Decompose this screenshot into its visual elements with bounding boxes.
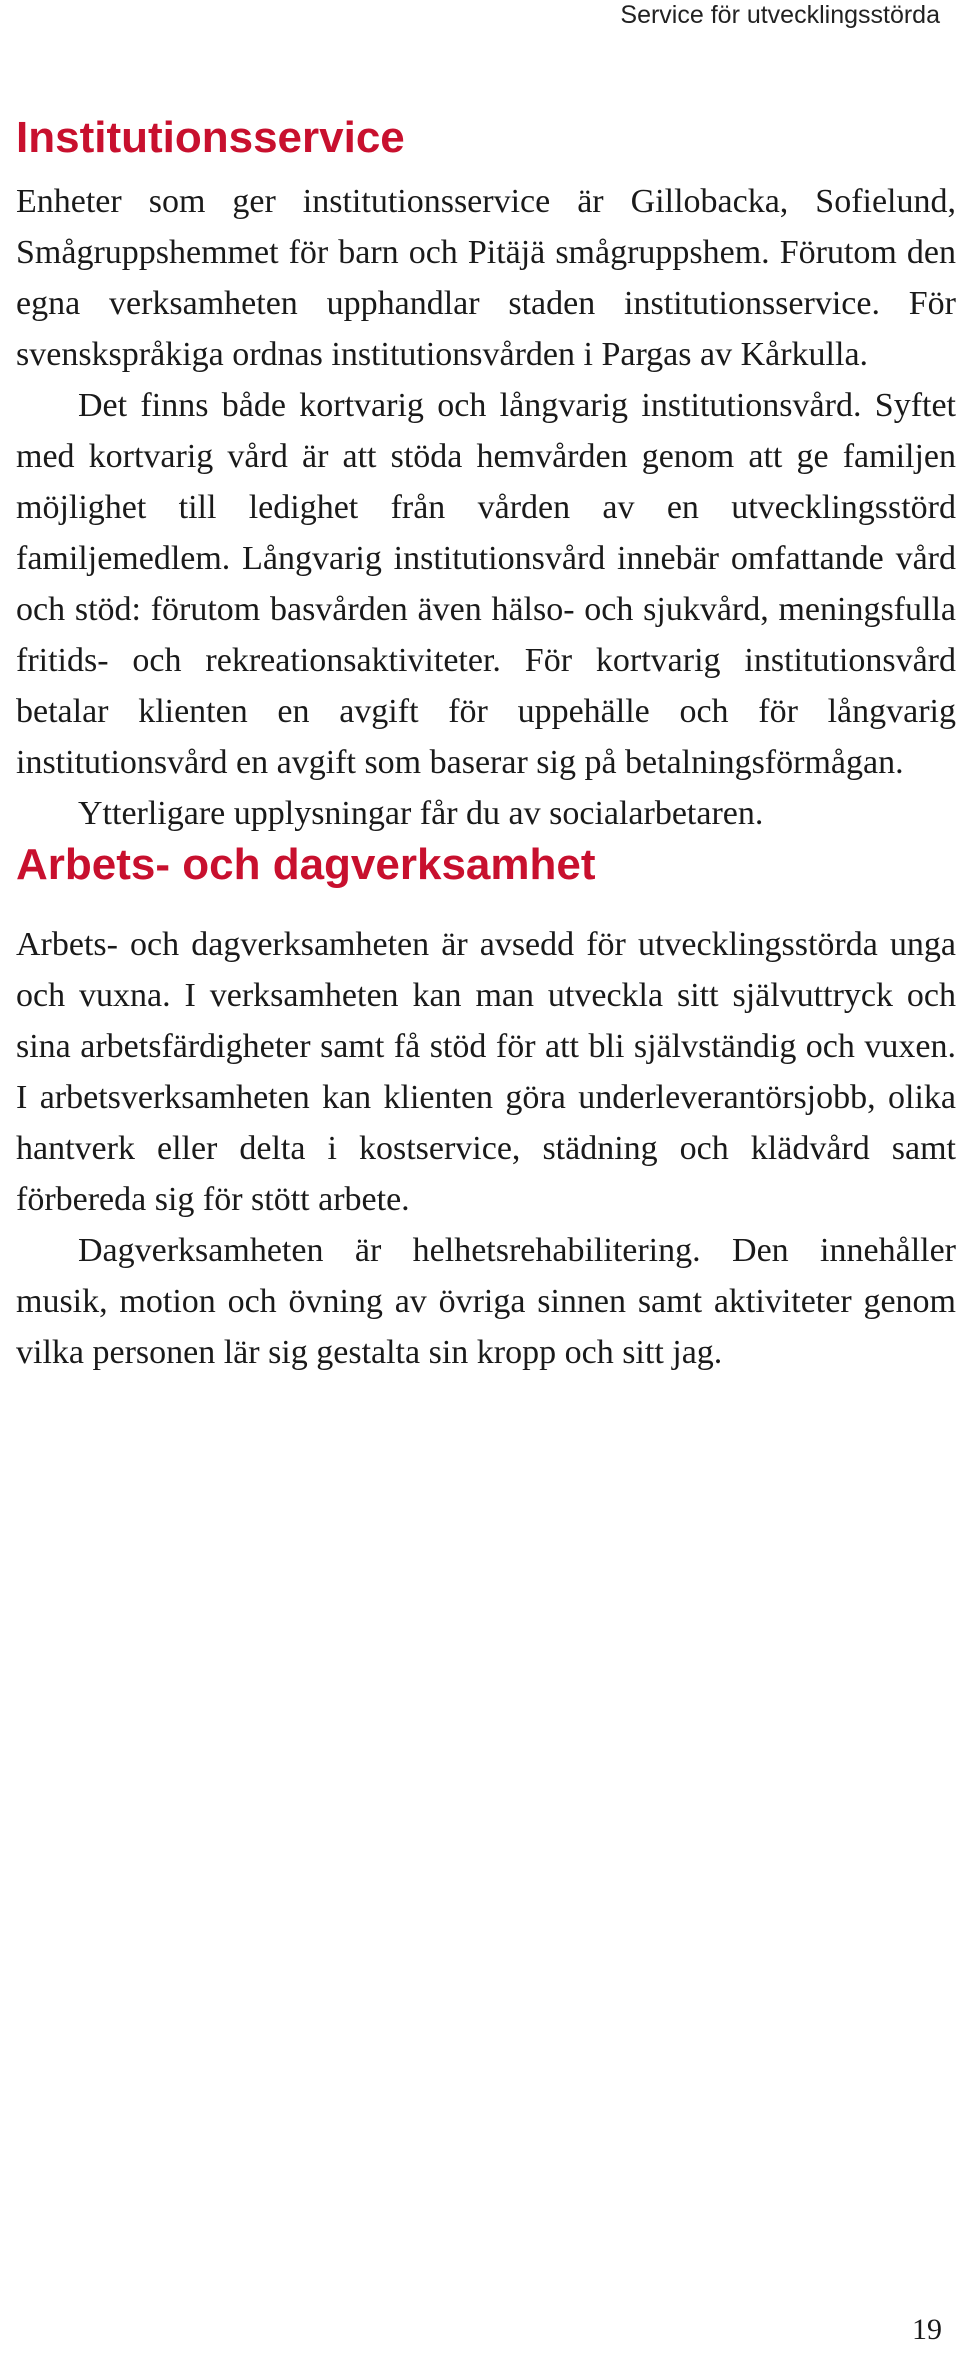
running-header: Service för utvecklingsstörda <box>620 1 940 29</box>
page-number: 19 <box>912 2313 942 2346</box>
section-heading: Institutionsservice <box>16 113 405 162</box>
paragraph: Enheter som ger institutionsservice är Gillobacka, Sofielund, Smågruppshemmet för barn och Pitäjä smågruppshem. Förutom den egna verksamheten upphandlar staden institutionsservice. För svenskspråkiga ordnas institutionsvården i Pargas av Kårkulla. <box>16 183 956 373</box>
paragraph: Det finns både kortvarig och långvarig institutionsvård. Syftet med kortvarig vård är att stöda hemvården genom att ge familjen möjlighet till ledighet från vården av en utvecklingsstörd familjemedlem. Långvarig institutionsvård innebär omfattande vård och stöd: förutom basvården även hälso- och sjukvård, meningsfulla fritids- och rekreationsaktiviteter. För kortvarig institutionsvård betalar klienten en avgift för uppehälle och för långvarig institutionsvård en avgift som baserar sig på betalningsförmågan. <box>16 387 956 781</box>
paragraph: Ytterligare upplysningar får du av socialarbetaren. <box>78 795 764 832</box>
page-content <box>16 112 956 1378</box>
section-heading: Arbets- och dagverksamhet <box>16 840 596 889</box>
paragraph: Dagverksamheten är helhetsrehabilitering. Den innehåller musik, motion och övning av övriga sinnen samt aktiviteter genom vilka personen lär sig gestalta sin kropp och sitt jag. <box>16 1232 956 1371</box>
section-institutionsservice <box>16 112 956 839</box>
paragraph: Arbets- och dagverksamheten är avsedd för utvecklingsstörda unga och vuxna. I verksamheten kan man utveckla sitt självuttryck och sina arbetsfärdigheter samt få stöd för att bli självständig och vuxen. I arbetsverksamheten kan klienten göra underleverantörsjobb, olika hantverk eller delta i kostservice, städning och klädvård samt förbereda sig för stött arbete. <box>16 926 956 1218</box>
section-arbets-och-dagverksamhet <box>16 839 956 1378</box>
